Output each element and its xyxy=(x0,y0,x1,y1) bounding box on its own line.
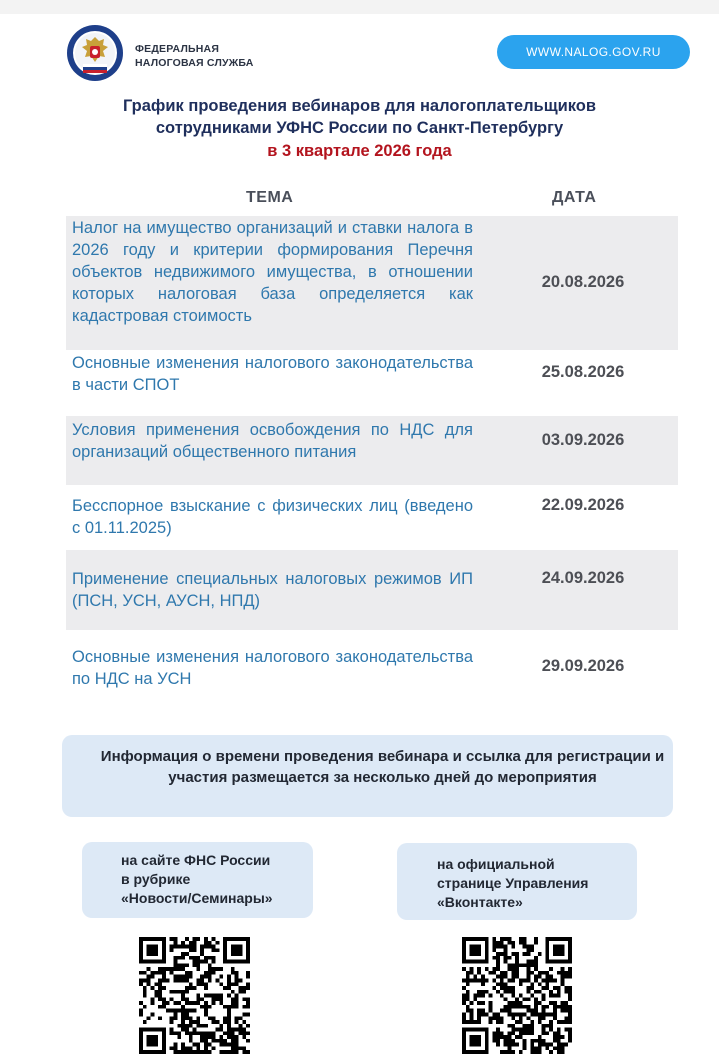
webinar-topic: Условия применения освобождения по НДС для организаций общественного питания xyxy=(72,421,473,461)
card-line: «Вконтакте» xyxy=(437,894,523,910)
table-row xyxy=(66,550,678,630)
column-header-topic: ТЕМА xyxy=(246,189,294,206)
card-line: «Новости/Семинары» xyxy=(121,890,273,906)
fns-emblem-icon xyxy=(66,24,124,82)
webinar-topic: Налог на имущество организаций и ставки налога в 2026 году и критерии формирования Перечня объектов недвижимого имущества, в отношении которых налоговая база определяется как кадастровая стоимость xyxy=(72,219,473,325)
column-header-date: ДАТА xyxy=(552,189,597,206)
nalog-site-card-text xyxy=(121,851,311,908)
webinar-date: 24.09.2026 xyxy=(541,569,625,587)
qr-code-vk-page[interactable] xyxy=(462,937,572,1054)
table-row xyxy=(66,485,678,550)
card-line: в рубрике xyxy=(121,871,191,887)
webinar-date: 29.09.2026 xyxy=(541,657,625,675)
vk-page-card-text xyxy=(437,855,632,912)
card-line: странице Управления xyxy=(437,875,589,891)
webinar-date: 03.09.2026 xyxy=(541,431,625,449)
table-row xyxy=(66,350,678,416)
org-name-line1: ФЕДЕРАЛЬНАЯ xyxy=(135,43,220,55)
page-title-line1: График проведения вебинаров для налогоплательщиков xyxy=(122,97,597,115)
page-title-line2: сотрудниками УФНС России по Санкт-Петербургу xyxy=(155,119,564,137)
card-line: на сайте ФНС России xyxy=(121,852,271,868)
table-row xyxy=(66,416,678,485)
webinar-topic: Применение специальных налоговых режимов ИП (ПСН, УСН, АУСН, НПД) xyxy=(72,570,473,610)
top-strip xyxy=(0,0,719,14)
website-link[interactable]: WWW.NALOG.GOV.RU xyxy=(497,35,690,69)
webinar-topic: Основные изменения налогового законодательства в части СПОТ xyxy=(72,354,473,394)
table-row xyxy=(66,216,678,350)
table-row xyxy=(66,630,678,708)
qr-code-nalog-site[interactable] xyxy=(139,937,250,1054)
webinar-topic: Основные изменения налогового законодательства по НДС на УСН xyxy=(72,648,473,688)
webinar-topic: Бесспорное взыскание с физических лиц (введено с 01.11.2025) xyxy=(72,497,473,537)
webinar-date: 22.09.2026 xyxy=(541,496,625,514)
card-line: на официальной xyxy=(437,856,555,872)
page-title-quarter: в 3 квартале 2026 года xyxy=(267,142,452,160)
org-name-line2: НАЛОГОВАЯ СЛУЖБА xyxy=(135,57,254,69)
webinar-date: 25.08.2026 xyxy=(541,363,625,381)
org-name xyxy=(135,42,254,70)
info-text: Информация о времени проведения вебинара и ссылка для регистрации и участия размещается за несколько дней до мероприятия xyxy=(100,748,665,786)
webinar-date: 20.08.2026 xyxy=(541,273,625,291)
